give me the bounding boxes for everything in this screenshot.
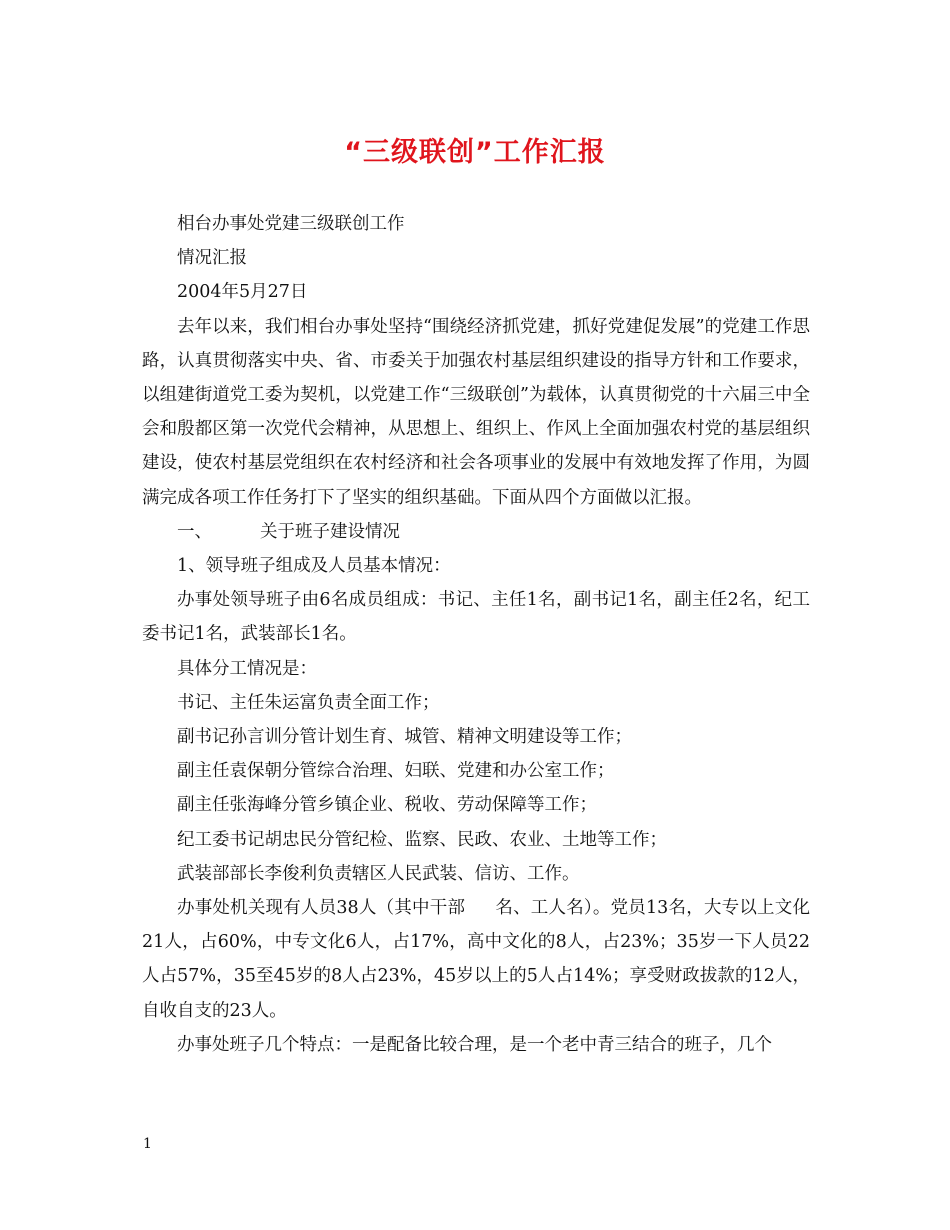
- features-paragraph: 办事处班子几个特点：一是配备比较合理，是一个老中青三结合的班子，几个: [177, 1034, 772, 1055]
- division-item: 纪工委书记胡忠民分管纪检、监察、民政、农业、土地等工作；: [177, 829, 667, 850]
- division-heading: 具体分工情况是：: [177, 658, 317, 679]
- document-body: [142, 207, 810, 1062]
- document-title: “三级联创”工作汇报: [344, 137, 606, 168]
- division-item: 武装部部长李俊利负责辖区人民武装、信访、工作。: [177, 863, 580, 884]
- composition-paragraph: 办事处领导班子由6名成员组成：书记、主任1名，副书记1名，副主任2名，纪工委书记1名，武装部长1名。: [142, 590, 810, 645]
- division-item: 副书记孙言训分管计划生育、城管、精神文明建设等工作；: [177, 727, 632, 748]
- division-item: 副主任袁保朝分管综合治理、妇联、党建和办公室工作；: [177, 761, 615, 782]
- section-heading: [142, 515, 810, 549]
- division-item: 书记、主任朱运富负责全面工作；: [177, 692, 440, 713]
- header-line-unit: 相台办事处党建三级联创工作: [177, 214, 405, 234]
- section-number: 一、: [177, 521, 212, 542]
- division-item: 副主任张海峰分管乡镇企业、税收、劳动保障等工作；: [177, 795, 597, 816]
- header-line-date: 2004年5月27日: [177, 282, 308, 303]
- staff-text-part1: 办事处机关现有人员38人（其中干部: [177, 898, 466, 919]
- subsection-heading: 1、领导班子组成及人员基本情况：: [177, 556, 451, 577]
- header-line-report: 情况汇报: [177, 248, 247, 269]
- intro-paragraph: 去年以来，我们相台办事处坚持“围绕经济抓党建，抓好党建促发展”的党建工作思路，认真贯彻落实中央、省、市委关于加强农村基层组织建设的指导方针和工作要求，以组建街道党工委为契机，以党建工作“三级联创”为载体，认真贯彻党的十六届三中全会和殷都区第一次党代会精神，从思想上、组织上、作风上全面加强农村党的基层组织建设，使农村基层党组织在农村经济和社会各项事业的发展中有效地发挥了作用，为圆满完成各项工作任务打下了坚实的组织基础。下面从四个方面做以汇报。: [142, 316, 810, 508]
- page-number: 1: [143, 1136, 152, 1152]
- staff-text-part2: 名、工人名）。党员13名，大专以上文化21人，占60%，中专文化6人，占17%，高中文化的8人，占23%；35岁一下人员22人占57%，35至45岁的8人占23%，45岁以上的5人占14%；享受财政拔款的12人，自收自支的23人。: [142, 898, 810, 1021]
- section-title: 关于班子建设情况: [260, 521, 400, 542]
- staff-paragraph: [142, 891, 810, 1028]
